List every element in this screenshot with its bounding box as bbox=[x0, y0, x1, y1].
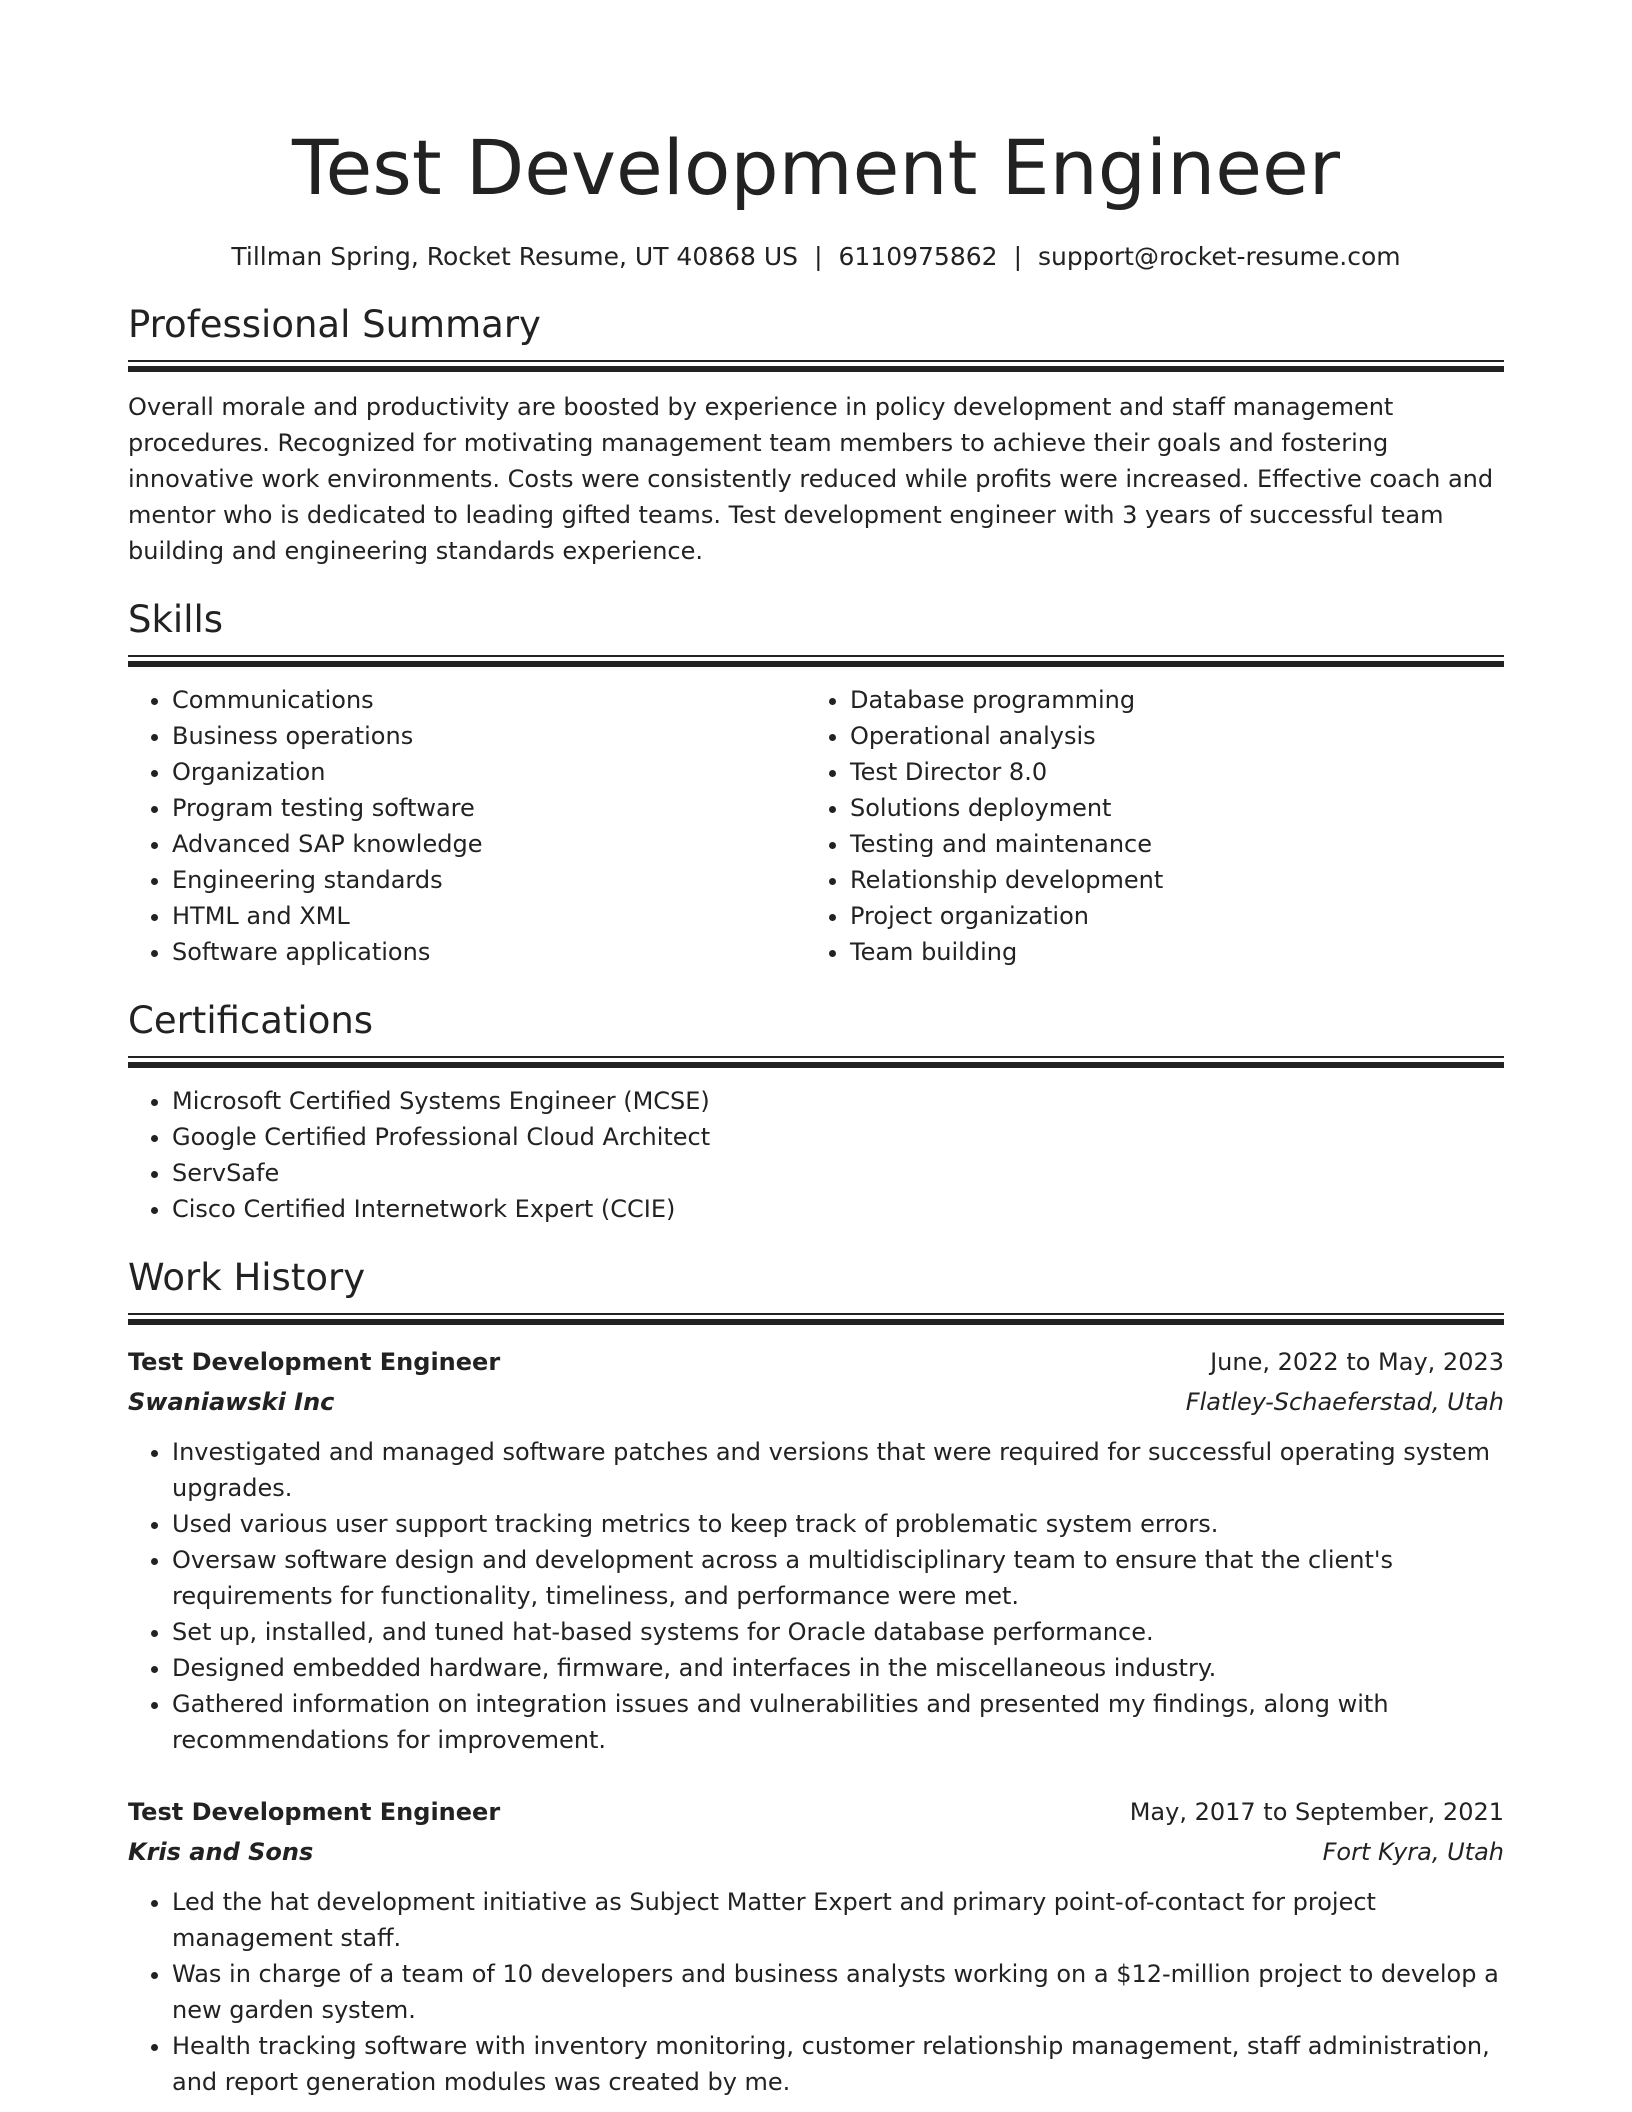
skills-column-right bbox=[806, 668, 1484, 970]
job-responsibilities bbox=[128, 1884, 1504, 2100]
responsibility-item: • Investigated and managed software patches and versions that were required for successful operating system upgrades. bbox=[172, 1434, 1504, 1506]
responsibility-item: • Health tracking software with inventory monitoring, customer relationship management, staff administration, and report generation modules was created by me. bbox=[172, 2028, 1504, 2100]
job-entry bbox=[128, 1342, 1504, 1758]
skills-heading: Skills bbox=[128, 598, 224, 641]
job-title: Test Development Engineer bbox=[128, 1348, 501, 1376]
responsibility-item: • Gathered information on integration issues and vulnerabilities and presented my findings, along with recommendations for improvement. bbox=[172, 1686, 1504, 1758]
skills-list-left bbox=[128, 682, 806, 970]
job-company: Swaniawski Inc bbox=[128, 1388, 335, 1416]
skill-item: • Communications bbox=[172, 682, 806, 718]
resume-title: Test Development Engineer bbox=[291, 123, 1341, 212]
certifications-heading: Certifications bbox=[128, 999, 374, 1042]
responsibility-item: • Set up, installed, and tuned hat-based systems for Oracle database performance. bbox=[172, 1614, 1504, 1650]
skill-item: • Operational analysis bbox=[850, 718, 1484, 754]
contact-separator: | bbox=[814, 242, 823, 271]
certifications-section bbox=[128, 998, 1504, 1227]
responsibility-item: • Led the hat development initiative as Subject Matter Expert and primary point-of-contact for project management staff. bbox=[172, 1884, 1504, 1956]
job-responsibilities bbox=[128, 1434, 1504, 1758]
job-company: Kris and Sons bbox=[128, 1838, 314, 1866]
skills-list-right bbox=[806, 682, 1484, 970]
section-divider bbox=[128, 655, 1504, 668]
skill-item: • Relationship development bbox=[850, 862, 1484, 898]
skill-item: • Organization bbox=[172, 754, 806, 790]
job-dates: June, 2022 to May, 2023 bbox=[1210, 1348, 1504, 1376]
skill-item: • Team building bbox=[850, 934, 1484, 970]
skill-item: • Solutions deployment bbox=[850, 790, 1484, 826]
responsibility-item: • Was in charge of a team of 10 developers and business analysts working on a $12-million project to develop a new garden system. bbox=[172, 1956, 1504, 2028]
job-entry bbox=[128, 1792, 1504, 2100]
skill-item: • Business operations bbox=[172, 718, 806, 754]
certifications-list bbox=[128, 1083, 1504, 1227]
work-history-section bbox=[128, 1255, 1504, 2100]
section-divider bbox=[128, 1056, 1504, 1069]
job-header-row bbox=[128, 1342, 1504, 1382]
certification-item: • ServSafe bbox=[172, 1155, 1504, 1191]
job-title: Test Development Engineer bbox=[128, 1798, 501, 1826]
skill-item: • Program testing software bbox=[172, 790, 806, 826]
job-company-row bbox=[128, 1382, 1504, 1422]
certification-item: • Google Certified Professional Cloud Architect bbox=[172, 1119, 1504, 1155]
section-divider bbox=[128, 360, 1504, 373]
contact-line bbox=[128, 240, 1504, 274]
contact-address: Tillman Spring, Rocket Resume, UT 40868 US bbox=[231, 242, 799, 271]
section-divider bbox=[128, 1313, 1504, 1326]
job-dates: May, 2017 to September, 2021 bbox=[1129, 1798, 1504, 1826]
skill-item: • Test Director 8.0 bbox=[850, 754, 1484, 790]
work-history-heading: Work History bbox=[128, 1256, 366, 1299]
skill-item: • Engineering standards bbox=[172, 862, 806, 898]
contact-separator: | bbox=[1013, 242, 1022, 271]
contact-email: support@rocket-resume.com bbox=[1038, 242, 1401, 271]
job-location: Fort Kyra, Utah bbox=[1322, 1838, 1504, 1866]
contact-phone: 6110975862 bbox=[838, 242, 998, 271]
skill-item: • HTML and XML bbox=[172, 898, 806, 934]
skill-item: • Advanced SAP knowledge bbox=[172, 826, 806, 862]
skill-item: • Project organization bbox=[850, 898, 1484, 934]
skill-item: • Database programming bbox=[850, 682, 1484, 718]
skill-item: • Software applications bbox=[172, 934, 806, 970]
resume-page bbox=[128, 0, 1504, 2100]
summary-heading: Professional Summary bbox=[128, 303, 541, 346]
certification-item: • Microsoft Certified Systems Engineer (MCSE) bbox=[172, 1083, 1504, 1119]
certification-item: • Cisco Certified Internetwork Expert (CCIE) bbox=[172, 1191, 1504, 1227]
summary-text: Overall morale and productivity are boosted by experience in policy development and staff management procedures. Recognized for motivating management team members to achieve their goals and fostering innovative work environments. Costs were consistently reduced while profits were increased. Effective coach and mentor who is dedicated to leading gifted teams. Test development engineer with 3 years of successful team building and engineering standards experience. bbox=[128, 393, 1494, 565]
responsibility-item: • Oversaw software design and development across a multidisciplinary team to ensure that the client's requirements for functionality, timeliness, and performance were met. bbox=[172, 1542, 1504, 1614]
skills-column-left bbox=[128, 668, 806, 970]
summary-section bbox=[128, 302, 1504, 569]
job-location: Flatley-Schaeferstad, Utah bbox=[1185, 1388, 1504, 1416]
job-company-row bbox=[128, 1832, 1504, 1872]
skills-section bbox=[128, 597, 1504, 970]
skills-grid bbox=[128, 668, 1504, 970]
job-header-row bbox=[128, 1792, 1504, 1832]
skill-item: • Testing and maintenance bbox=[850, 826, 1484, 862]
responsibility-item: • Designed embedded hardware, firmware, and interfaces in the miscellaneous industry. bbox=[172, 1650, 1504, 1686]
responsibility-item: • Used various user support tracking metrics to keep track of problematic system errors. bbox=[172, 1506, 1504, 1542]
